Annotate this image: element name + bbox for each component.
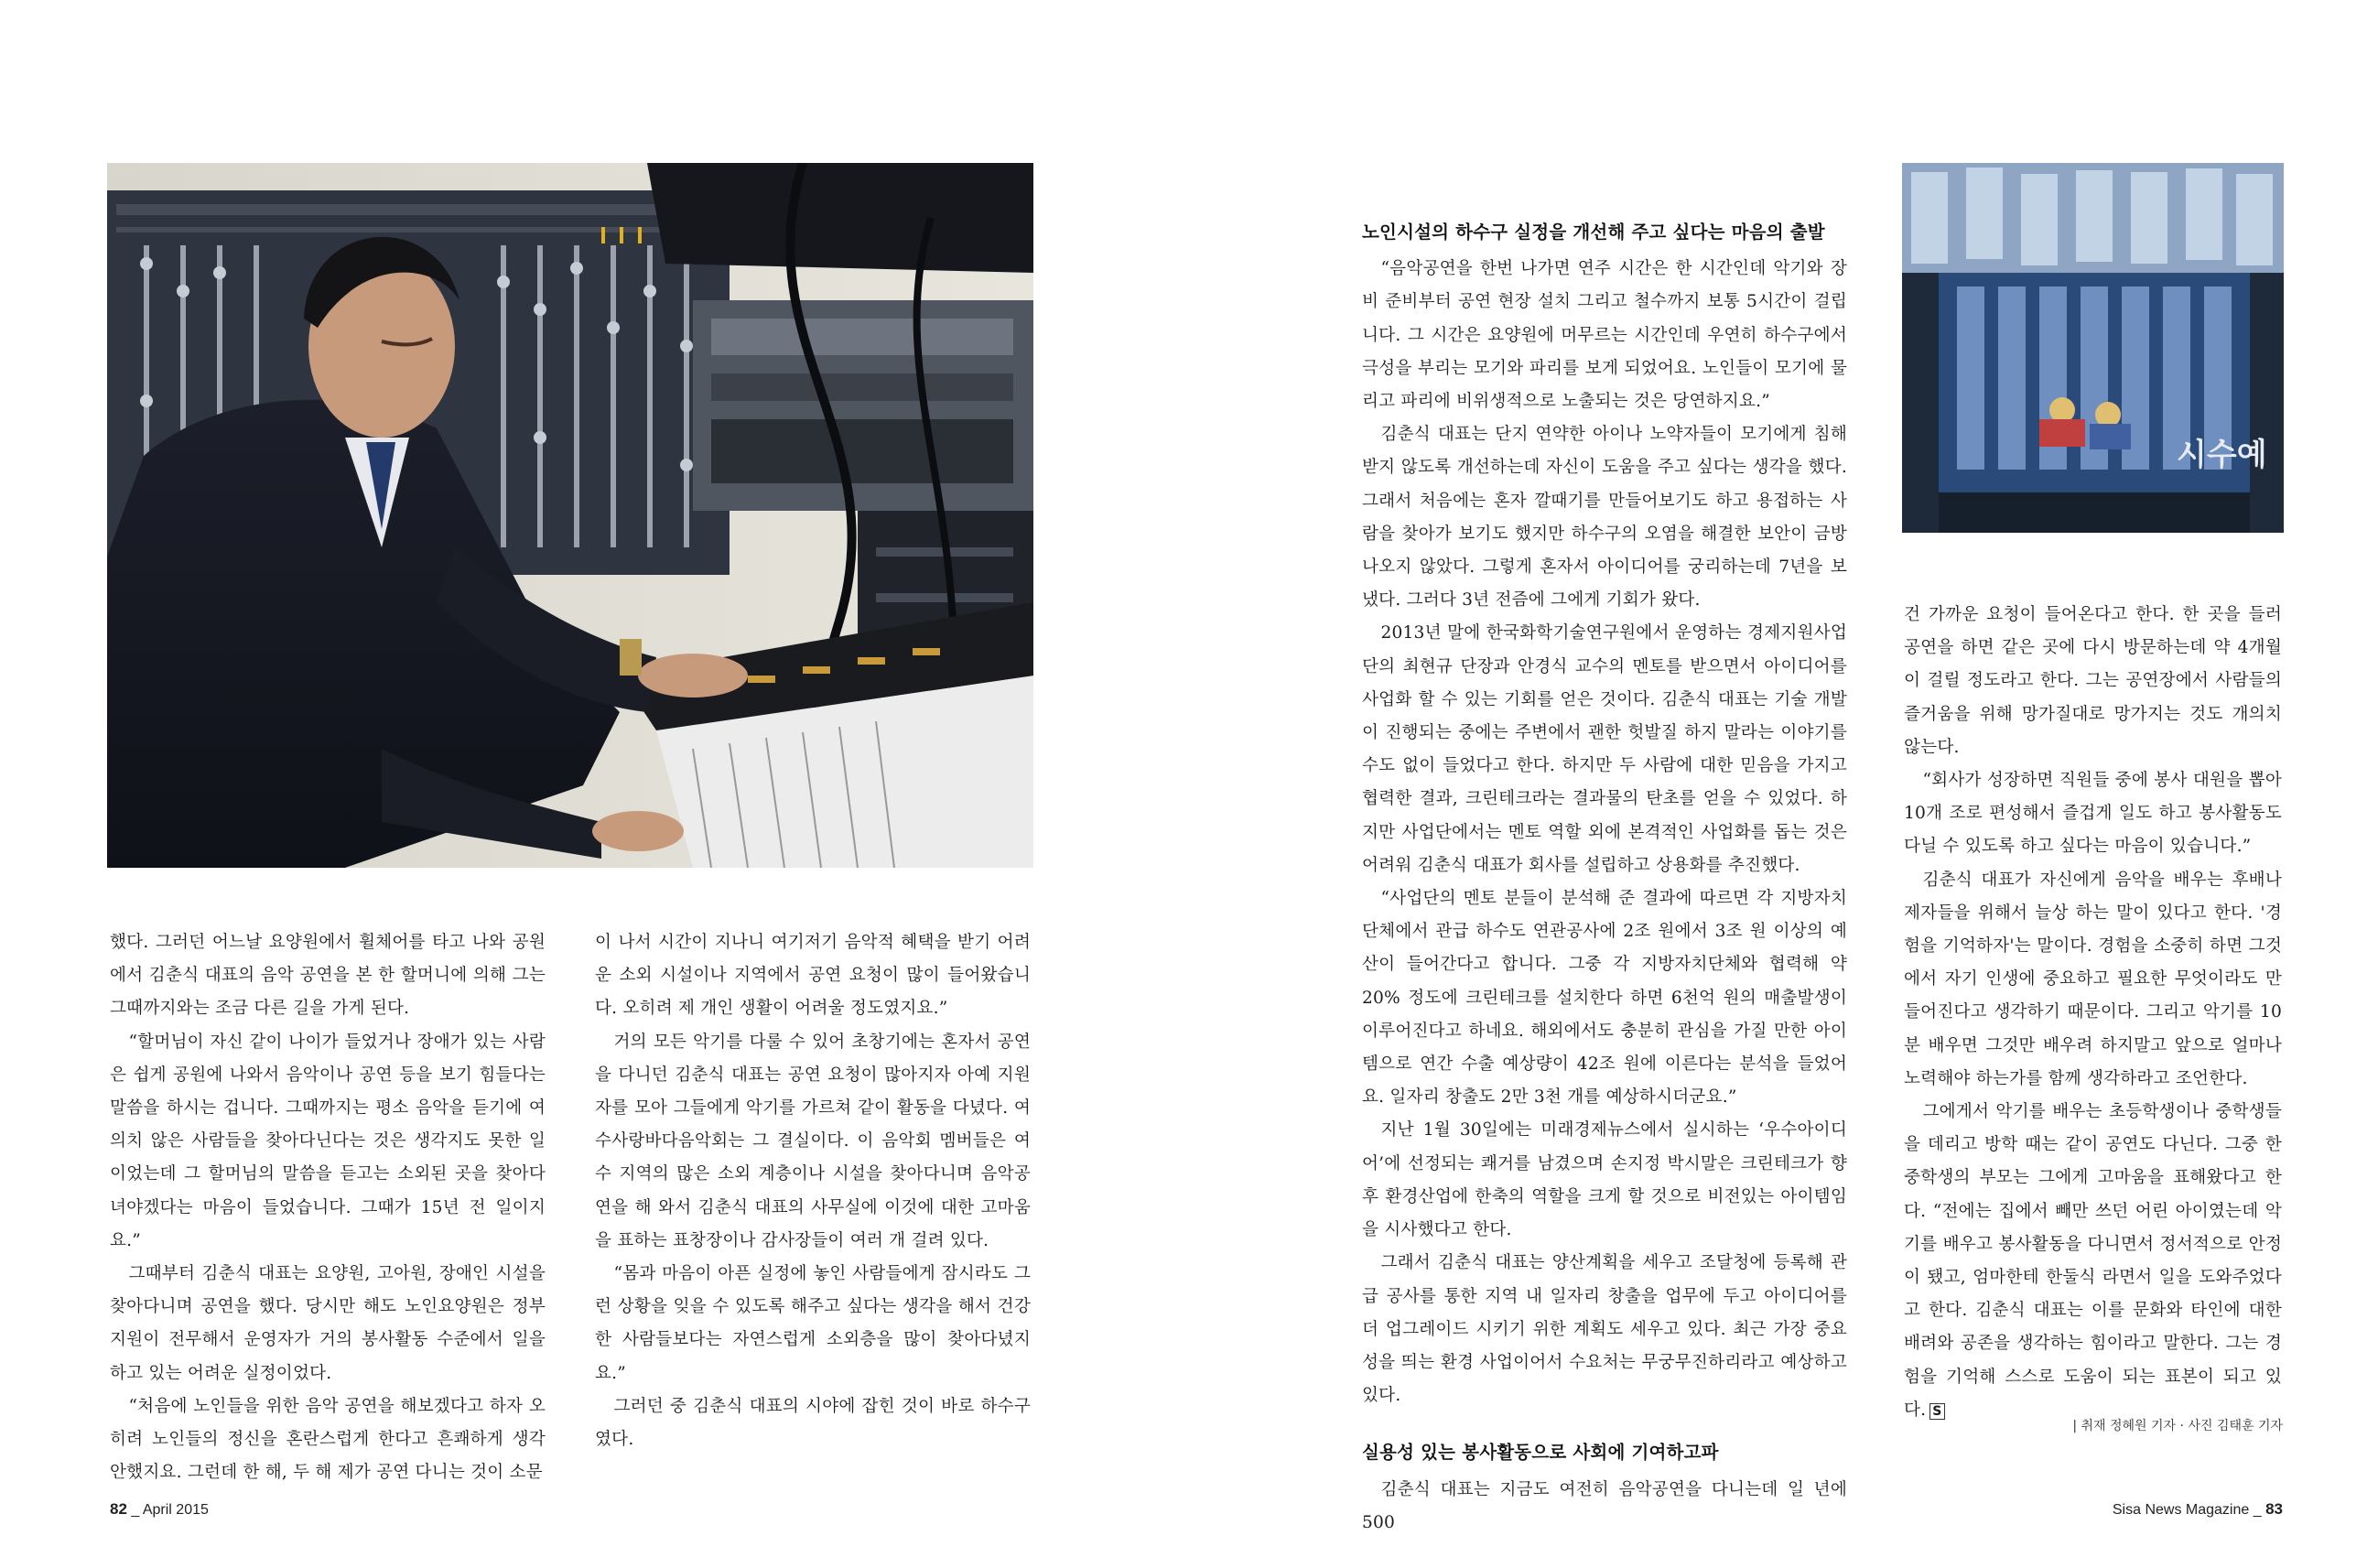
- left-page-column-2: [595, 926, 1031, 1456]
- feature-photo-musician: [107, 163, 1033, 868]
- paragraph: “몸과 마음이 아픈 실정에 놓인 사람들에게 잠시라도 그런 상황을 잊을 수 있도록 해주고 싶다는 생각을 해서 건강한 사람들보다는 자연스럽게 소외층을 많이 찾아다녔지요.”: [595, 1264, 1031, 1383]
- paragraph: 지난 1월 30일에는 미래경제뉴스에서 실시하는 ‘우수아이디어’에 선정되는 쾌거를 남겼으며 손지정 박시말은 크린테크가 향후 환경산업에 한축의 역할을 크게 할 것으로 비전있는 아이템임을 시사했다고 한다.: [1362, 1120, 1847, 1240]
- paragraph: 김춘식 대표가 자신에게 음악을 배우는 후배나 제자들을 위해서 늘상 하는 말이 있다고 한다. '경험을 기억하자'는 말이다. 경험을 소중히 하면 그것에서 자기 인생에 중요하고 필요한 무엇이라도 만들어진다고 생각하기 때문이다. 그리고 악기를 10분 배우면 그것만 배우려 하지말고 앞으로 얼마나 노력해야 하는가를 함께 생각하라고 조언한다.: [1904, 870, 2282, 1088]
- paragraph: 그러던 중 김춘식 대표의 시야에 잡힌 것이 바로 하수구였다.: [595, 1396, 1031, 1450]
- left-page-column-1: [110, 926, 546, 1489]
- paragraph: 그때부터 김춘식 대표는 요양원, 고아원, 장애인 시설을 찾아다니며 공연을 했다. 당시만 해도 노인요양원은 정부 지원이 전무해서 운영자가 거의 봉사활동 수준에서 일을 하고 있는 어려운 실정이었다.: [110, 1264, 546, 1383]
- musician-illustration: [107, 163, 1033, 868]
- right-page-column-1: [1362, 216, 1847, 1540]
- paragraph: “회사가 성장하면 직원들 중에 봉사 대원을 뽑아 10개 조로 편성해서 즐겁게 일도 하고 봉사활동도 다닐 수 있도록 하고 싶다는 마음이 있습니다.”: [1904, 771, 2282, 857]
- paragraph: 이 나서 시간이 지나니 여기저기 음악적 혜택을 받기 어려운 소외 시설이나 지역에서 공연 요청이 많이 들어왔습니다. 오히려 제 개인 생활이 어려울 정도였지요.”: [595, 933, 1031, 1019]
- footer-left: [110, 1500, 209, 1519]
- section-heading: 실용성 있는 봉사활동으로 사회에 기여하고파: [1362, 1442, 1719, 1464]
- paragraph: 했다. 그러던 어느날 요양원에서 휠체어를 타고 나와 공원에서 김춘식 대표의 음악 공연을 본 한 할머니에 의해 그는 그때까지와는 조금 다른 길을 가게 된다.: [110, 933, 546, 1019]
- product-sign-text: 시수예: [2177, 437, 2267, 473]
- paragraph: 건 가까운 요청이 들어온다고 한다. 한 곳을 들러 공연을 하면 같은 곳에 다시 방문하는데 약 4개월이 걸릴 정도라고 한다. 그는 공연장에서 사람들의 즐거움을 위해 망가질대로 망가지는 것도 개의치 않는다.: [1904, 605, 2282, 757]
- paragraph: 그래서 김춘식 대표는 양산계획을 세우고 조달청에 등록해 관급 공사를 통한 지역 내 일자리 창출을 업무에 두고 아이디어를 더 업그레이드 시키기 위한 계획도 세우고 있다. 최근 가장 중요성을 띄는 환경 사업이어서 수요처는 무궁무진하리라고 예상하고 있다.: [1362, 1253, 1847, 1406]
- paragraph: 김춘식 대표는 지금도 여전히 음악공연을 다니는데 일 년에 500: [1362, 1479, 1847, 1532]
- footer-magazine: Sisa News Magazine _: [2112, 1502, 2262, 1518]
- page-number: 82: [110, 1500, 127, 1518]
- paragraph: “음악공연을 한번 나가면 연주 시간은 한 시간인데 악기와 장비 준비부터 공연 현장 설치 그리고 철수까지 보통 5시간이 걸립니다. 그 시간은 요양원에 머무르는 시간인데 우연히 하수구에서 극성을 부리는 모기와 파리를 보게 되었어요. 노인들이 모기에 물리고 파리에 비위생적으로 노출되는 것은 당연하지요.”: [1362, 259, 1847, 412]
- paragraph: 김춘식 대표는 단지 연약한 아이나 노약자들이 모기에게 침해받지 않도록 개선하는데 자신이 도움을 주고 싶다는 생각을 했다. 그래서 처음에는 혼자 깔때기를 만들어보기도 하고 용접하는 사람을 찾아가 보기도 했지만 하수구의 오염을 해결한 보안이 금방 나오지 않았다. 그렇게 혼자서 아이디어를 궁리하는데 7년을 보냈다. 그러다 3년 전즘에 그에게 기회가 왔다.: [1362, 425, 1847, 611]
- section-heading: 노인시설의 하수구 실정을 개선해 주고 싶다는 마음의 출발: [1362, 222, 1825, 243]
- paragraph-text: 그에게서 악기를 배우는 초등학생이나 중학생들을 데리고 방학 때는 같이 공연도 다닌다. 그중 한 중학생의 부모는 그에게 고마움을 표해왔다고 한다. “전에는 집에서 빼만 쓰던 어린 아이였는데 악기를 배우고 봉사활동을 다니면서 정서적으로 안정이 됐고, 엄마한테 한둘식 라면서 일을 도와주었다고 한다. 김춘식 대표는 이를 문화와 타인에 대한 배려와 공존을 생각하는 힘이라고 말한다. 그는 경험을 기억해 스스로 도움이 되는 표본이 되고 있다.: [1904, 1102, 2282, 1420]
- paragraph: “할머님이 자신 같이 나이가 들었거나 장애가 있는 사람은 쉽게 공원에 나와서 음악이나 공연 등을 보기 힘들다는 말씀을 하시는 겁니다. 그때까지는 평소 음악을 듣기에 여의치 않은 사람들을 찾아다닌다는 것은 생각지도 못한 일이었는데 그 할머님의 말씀을 듣고는 소외된 곳을 찾아다녀야겠다는 마음이 들었습니다. 그때가 15년 전 일이지요.”: [110, 1032, 546, 1250]
- photo-credit: | 취재 정혜원 기자 · 사진 김태훈 기자: [2072, 1419, 2283, 1433]
- paragraph: [1904, 1096, 2282, 1428]
- footer-right: [2113, 1500, 2283, 1519]
- footer-issue: _ April 2015: [131, 1502, 209, 1518]
- paragraph: “사업단의 멘토 분들이 분석해 준 결과에 따르면 각 지방자치단체에서 관급 하수도 연관공사에 2조 원에서 3조 원 이상의 예산이 들어간다고 합니다. 그중 각 지방자치단체와 협력해 약 20% 정도에 크린테크를 설치한다 하면 6천억 원의 매출발생이 이루어진다고 하네요. 해외에서도 충분히 관심을 가질 만한 아이템으로 연간 수출 예상량이 42조 원에 이른다는 분석을 들었어요. 일자리 창출도 2만 3천 개를 예상하시더군요.”: [1362, 889, 1847, 1108]
- right-page-column-2: [1904, 599, 2282, 1428]
- feature-photo-product: [1902, 163, 2284, 533]
- paragraph: “처음에 노인들을 위한 음악 공연을 해보겠다고 하자 오히려 노인들의 정신을 혼란스럽게 한다고 흔쾌하게 생각 안했지요. 그런데 한 해, 두 해 제가 공연 다니는 것이 소문: [110, 1396, 546, 1483]
- product-illustration: [1902, 163, 2284, 533]
- page-number: 83: [2265, 1500, 2283, 1518]
- paragraph: 거의 모든 악기를 다룰 수 있어 초창기에는 혼자서 공연을 다니던 김춘식 대표는 공연 요청이 많아지자 아예 지원자를 모아 그들에게 악기를 가르쳐 같이 활동을 다녔다. 여수사랑바다음악회는 그 결실이다. 이 음악회 멤버들은 여수 지역의 많은 소외 계층이나 시설을 찾아다니며 음악공연을 해 와서 김춘식 대표의 사무실에 이것에 대한 고마움을 표하는 표창장이나 감사장들이 여러 개 걸려 있다.: [595, 1032, 1031, 1250]
- paragraph: 2013년 말에 한국화학기술연구원에서 운영하는 경제지원사업단의 최현규 단장과 안경식 교수의 멘토를 받으면서 아이디어를 사업화 할 수 있는 기회를 얻은 것이다. 김춘식 대표는 기술 개발이 진행되는 중에는 주변에서 괜한 헛발질 하지 말라는 이야기를 수도 없이 들었다고 한다. 하지만 두 사람에 대한 믿음을 가지고 협력한 결과, 크린테크라는 결과물의 탄초를 얻을 수 있었다. 하지만 사업단에서는 멘토 역할 외에 본격적인 사업화를 돕는 것은 어려워 김춘식 대표가 회사를 설립하고 상용화를 추진했다.: [1362, 623, 1847, 875]
- end-mark: S: [1929, 1403, 1944, 1420]
